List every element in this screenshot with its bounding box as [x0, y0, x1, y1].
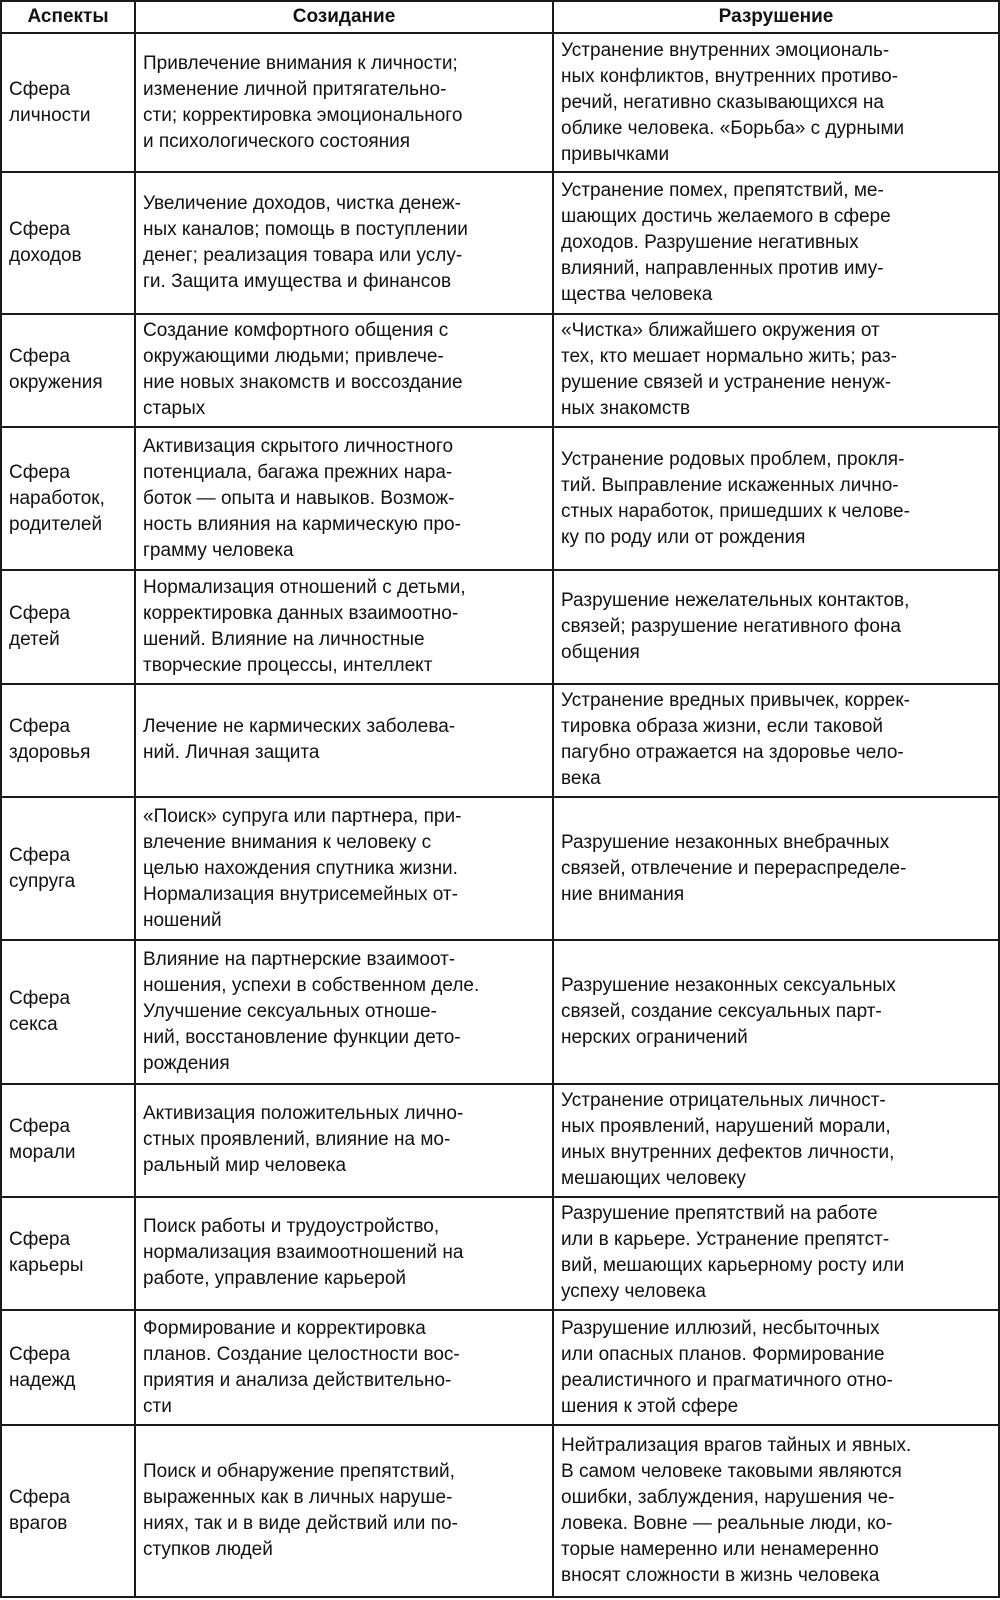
creation-cell: Увеличение доходов, чистка денеж- ных каналов; помощь в поступлении денег; реализация товара или услу- ги. Защита имущества и финансов	[135, 172, 553, 313]
creation-cell: Нормализация отношений с детьми, корректировка данных взаимоотно- шений. Влияние на личностные творческие процессы, интеллект	[135, 570, 553, 683]
table-row	[1, 940, 999, 1083]
destruction-cell: Разрушение незаконных внебрачных связей, отвлечение и перераспределе- ние внимания	[553, 797, 999, 940]
table-row	[1, 570, 999, 683]
table-row	[1, 1084, 999, 1197]
destruction-cell: Устранение помех, препятствий, ме- шающих достичь желаемого в сфере доходов. Разрушение негативных влияний, направленных против иму- щества человека	[553, 172, 999, 313]
creation-cell: Поиск и обнаружение препятствий, выраженных как в личных наруше- ниях, так и в виде действий или по- ступков людей	[135, 1425, 553, 1597]
creation-cell: Создание комфортного общения с окружающими людьми; привлече- ние новых знакомств и воссоздание старых	[135, 314, 553, 427]
destruction-cell: Разрушение иллюзий, несбыточных или опасных планов. Формирование реалистичного и прагматичного отно- шения к этой сфере	[553, 1310, 999, 1425]
creation-cell: Лечение не кармических заболева- ний. Личная защита	[135, 684, 553, 797]
header-destruction: Разрушение	[553, 1, 999, 33]
destruction-cell: Нейтрализация врагов тайных и явных. В самом человеке таковыми являются ошибки, заблуждения, нарушения че- ловека. Вовне — реальные люди, ко- торые намеренно или ненамеренно вносят сложности в жизнь человека	[553, 1425, 999, 1597]
destruction-cell: Устранение внутренних эмоциональ- ных конфликтов, внутренних противо- речий, негативно сказывающихся на облике человека. «Борьба» с дурными привычками	[553, 33, 999, 172]
destruction-cell: Разрушение препятствий на работе или в карьере. Устранение препятст- вий, мешающих карьерному росту или успеху человека	[553, 1197, 999, 1310]
table-row	[1, 1197, 999, 1310]
table-row	[1, 1310, 999, 1425]
aspect-cell: Сфера здоровья	[1, 684, 135, 797]
table-row	[1, 314, 999, 427]
creation-cell: Формирование и корректировка планов. Создание целостности вос- приятия и анализа действительно- сти	[135, 1310, 553, 1425]
creation-cell: Поиск работы и трудоустройство, нормализация взаимоотношений на работе, управление карьерой	[135, 1197, 553, 1310]
table-row	[1, 684, 999, 797]
destruction-cell: Устранение вредных привычек, коррек- тировка образа жизни, если таковой пагубно отражается на здоровье чело- века	[553, 684, 999, 797]
table-row	[1, 1425, 999, 1597]
header-row	[1, 1, 999, 33]
creation-cell: Влияние на партнерские взаимоот- ношения, успехи в собственном деле. Улучшение сексуальных отноше- ний, восстановление функции дето- рождения	[135, 940, 553, 1083]
aspect-cell: Сфера морали	[1, 1084, 135, 1197]
aspect-cell: Сфера детей	[1, 570, 135, 683]
destruction-cell: Разрушение нежелательных контактов, связей; разрушение негативного фона общения	[553, 570, 999, 683]
aspect-cell: Сфера карьеры	[1, 1197, 135, 1310]
table-row	[1, 427, 999, 570]
destruction-cell: Устранение родовых проблем, прокля- тий. Выправление искаженных лично- стных наработок, пришедших к челове- ку по роду или от рождения	[553, 427, 999, 570]
aspect-cell: Сфера наработок, родителей	[1, 427, 135, 570]
aspect-cell: Сфера врагов	[1, 1425, 135, 1597]
creation-cell: «Поиск» супруга или партнера, при- влечение внимания к человеку с целью нахождения спутника жизни. Нормализация внутрисемейных от- ношений	[135, 797, 553, 940]
table-row	[1, 172, 999, 313]
destruction-cell: Устранение отрицательных личност- ных проявлений, нарушений морали, иных внутренних дефектов личности, мешающих человеку	[553, 1084, 999, 1197]
aspect-cell: Сфера доходов	[1, 172, 135, 313]
destruction-cell: Разрушение незаконных сексуальных связей, создание сексуальных парт- нерских ограничений	[553, 940, 999, 1083]
aspect-cell: Сфера личности	[1, 33, 135, 172]
table-row	[1, 33, 999, 172]
creation-cell: Привлечение внимания к личности; изменение личной притягательно- сти; корректировка эмоционального и психологического состояния	[135, 33, 553, 172]
aspect-cell: Сфера надежд	[1, 1310, 135, 1425]
aspect-cell: Сфера супруга	[1, 797, 135, 940]
header-creation: Созидание	[135, 1, 553, 33]
destruction-cell: «Чистка» ближайшего окружения от тех, кто мешает нормально жить; раз- рушение связей и устранение ненуж- ных знакомств	[553, 314, 999, 427]
creation-cell: Активизация положительных лично- стных проявлений, влияние на мо- ральный мир человека	[135, 1084, 553, 1197]
header-aspects: Аспекты	[1, 1, 135, 33]
aspect-cell: Сфера окружения	[1, 314, 135, 427]
creation-cell: Активизация скрытого личностного потенциала, багажа прежних нара- боток — опыта и навыков. Возмож- ность влияния на кармическую про- грамму человека	[135, 427, 553, 570]
table-row	[1, 797, 999, 940]
aspect-cell: Сфера секса	[1, 940, 135, 1083]
